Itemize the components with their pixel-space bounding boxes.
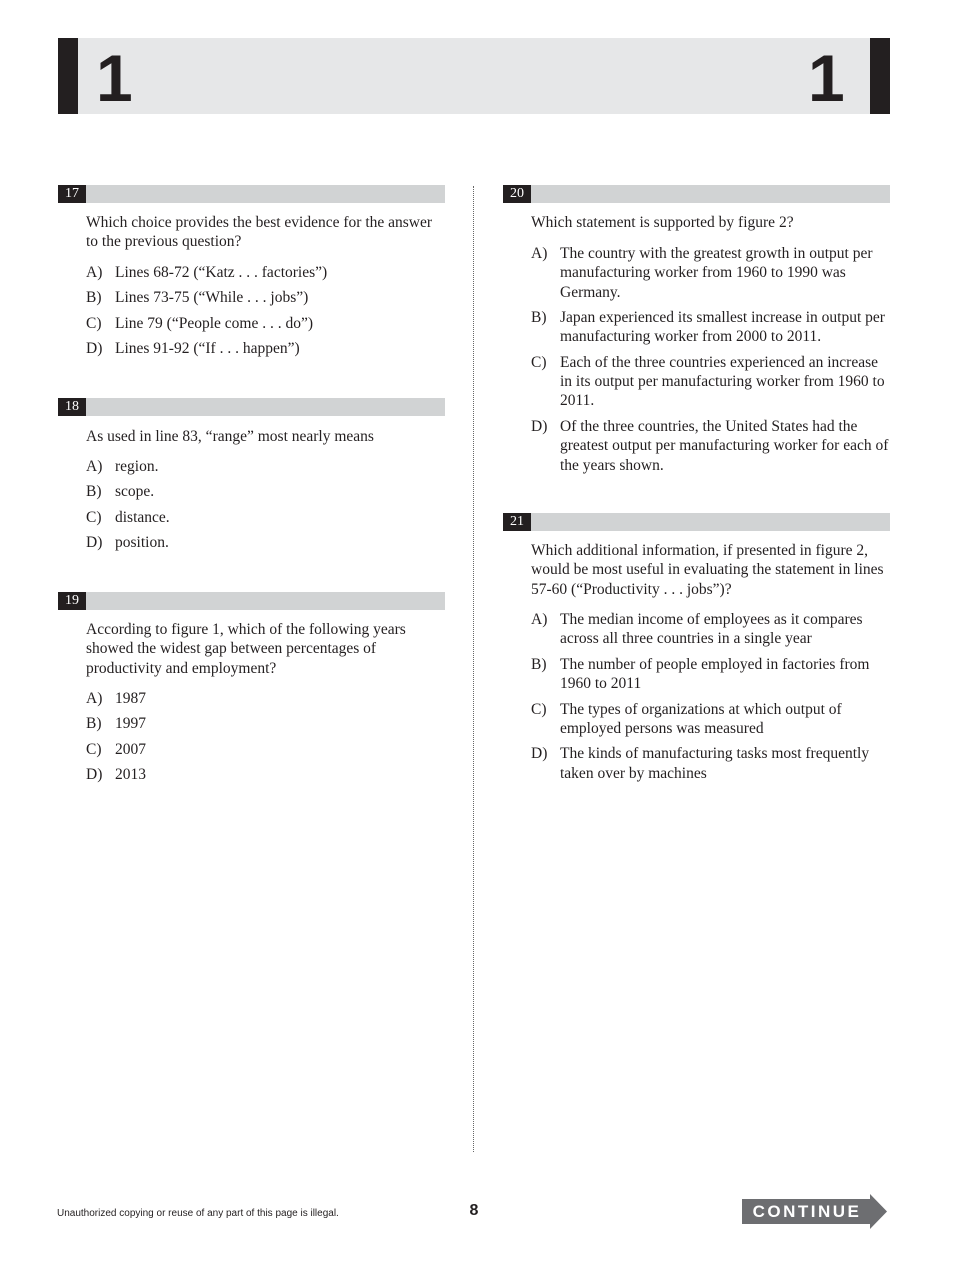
answer-option-c[interactable]: C) Each of the three countries experienced an increase in its output per manufacturing worker from 1960 to 2011. [531, 353, 885, 410]
question-number: 19 [58, 592, 86, 610]
question-19-bar [58, 592, 445, 610]
copyright-notice: Unauthorized copying or reuse of any part of this page is illegal. [57, 1208, 339, 1219]
question-20-text: Which statement is supported by figure 2? [531, 214, 794, 231]
section-header-band [58, 38, 890, 114]
question-19-options [86, 689, 441, 791]
question-19-text: According to figure 1, which of the following years showed the widest gap between percentages of productivity and employment? [86, 621, 406, 677]
column-divider [473, 186, 474, 1152]
question-20-options [531, 244, 889, 481]
answer-option-d[interactable]: D) position. [86, 534, 169, 552]
question-17-options [86, 263, 441, 365]
answer-option-b[interactable]: B) The number of people employed in factories from 1960 to 2011 [531, 655, 870, 693]
answer-option-b[interactable]: B) Japan experienced its smallest increase in output per manufacturing worker from 2000 to 2011. [531, 309, 885, 346]
answer-option-c[interactable]: C) The types of organizations at which output of employed persons was measured [531, 700, 842, 737]
question-18-options [86, 457, 441, 559]
continue-label: CONTINUE [752, 1202, 862, 1221]
question-21-options [531, 610, 889, 789]
question-17-text: Which choice provides the best evidence for the answer to the previous question? [86, 214, 433, 251]
answer-option-c[interactable]: C) Line 79 (“People come . . . do”) [86, 314, 313, 332]
answer-option-d[interactable]: D) The kinds of manufacturing tasks most frequently taken over by machines [531, 745, 870, 782]
answer-option-a[interactable]: A) 1987 [86, 690, 146, 707]
answer-option-c[interactable]: C) 2007 [86, 740, 146, 758]
continue-button[interactable] [742, 1194, 887, 1229]
header-bar-right [870, 38, 890, 114]
answer-option-d[interactable]: D) 2013 [86, 766, 146, 784]
question-number: 18 [58, 398, 86, 416]
question-20-bar [503, 185, 890, 203]
answer-option-a[interactable]: A) Lines 68-72 (“Katz . . . factories”) [86, 264, 328, 281]
section-number-right: 1 [808, 41, 845, 115]
question-17-bar [58, 185, 445, 203]
question-number: 17 [58, 185, 86, 203]
question-number: 20 [503, 185, 531, 203]
question-21-bar [503, 513, 890, 531]
question-18-text: As used in line 83, “range” most nearly means [86, 428, 374, 445]
answer-option-b[interactable]: B) Lines 73-75 (“While . . . jobs”) [86, 289, 309, 307]
answer-option-a[interactable]: A) The median income of employees as it compares across all three countries in a single year [531, 611, 863, 648]
page-number: 8 [469, 1202, 479, 1219]
question-18-bar [58, 398, 445, 416]
answer-option-a[interactable]: A) The country with the greatest growth in output per manufacturing worker from 1960 to 1990 was Germany. [531, 245, 873, 301]
header-bar-left [58, 38, 78, 114]
section-number-left: 1 [96, 41, 133, 115]
question-21-text: Which additional information, if presented in figure 2, would be most useful in evaluating the statement in lines 57-60 (“Productivity . . . jobs”)? [531, 542, 884, 598]
answer-option-b[interactable]: B) scope. [86, 483, 155, 501]
answer-option-a[interactable]: A) region. [86, 458, 159, 475]
answer-option-c[interactable]: C) distance. [86, 508, 170, 526]
answer-option-d[interactable]: D) Of the three countries, the United States had the greatest output per manufacturing worker for each of the years shown. [531, 417, 889, 474]
answer-option-b[interactable]: B) 1997 [86, 715, 146, 733]
answer-option-d[interactable]: D) Lines 91-92 (“If . . . happen”) [86, 340, 300, 358]
question-number: 21 [503, 513, 531, 531]
